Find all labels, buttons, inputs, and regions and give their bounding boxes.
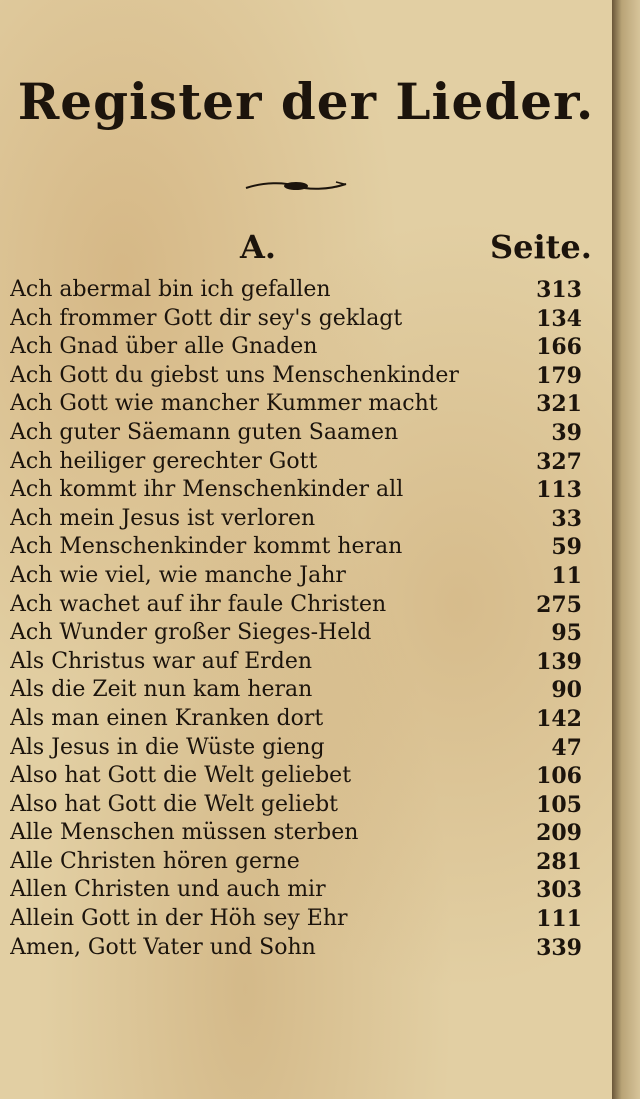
index-entry <box>10 676 582 705</box>
index-entry <box>10 333 582 362</box>
entry-title: Ach Wunder großer Sieges-Held <box>10 620 372 646</box>
entry-title: Ach heiliger gerechter Gott <box>10 448 318 474</box>
entry-page: 339 <box>536 934 582 961</box>
entry-page: 209 <box>536 820 582 847</box>
entry-page: 105 <box>536 791 582 818</box>
page-column-header: Seite. <box>490 228 592 266</box>
book-gutter <box>612 0 640 1099</box>
entry-title: Ach mein Jesus ist verloren <box>10 505 316 531</box>
entry-page: 59 <box>551 534 582 561</box>
index-entry <box>10 819 582 848</box>
entry-page: 303 <box>536 877 582 904</box>
entry-title: Als die Zeit nun kam heran <box>10 677 313 703</box>
index-entry <box>10 791 582 820</box>
index-entry <box>10 619 582 648</box>
entry-title: Ach Gnad über alle Gnaden <box>10 334 318 360</box>
entry-title: Alle Menschen müssen sterben <box>10 820 359 846</box>
index-entry <box>10 848 582 877</box>
entry-title: Ach Menschenkinder kommt heran <box>10 534 403 560</box>
entry-page: 90 <box>551 677 582 704</box>
index-entry <box>10 390 582 419</box>
entry-title: Als Jesus in die Wüste gieng <box>10 734 325 760</box>
entry-page: 281 <box>536 848 582 875</box>
index-entry <box>10 533 582 562</box>
entry-title: Ach Gott du giebst uns Menschenkinder <box>10 362 459 388</box>
entry-page: 166 <box>536 334 582 361</box>
entry-title: Also hat Gott die Welt geliebt <box>10 791 339 817</box>
entry-title: Allen Christen und auch mir <box>10 877 326 903</box>
entry-page: 47 <box>551 734 582 761</box>
entry-page: 106 <box>536 763 582 790</box>
entry-title: Allein Gott in der Höh sey Ehr <box>10 906 348 932</box>
entry-title: Ach wie viel, wie manche Jahr <box>10 562 346 588</box>
entry-title: Also hat Gott die Welt geliebet <box>10 763 352 789</box>
index-entry <box>10 762 582 791</box>
entry-page: 142 <box>536 705 582 732</box>
entry-title: Ach kommt ihr Menschenkinder all <box>10 477 404 503</box>
entry-title: Ach guter Säemann guten Saamen <box>10 419 399 445</box>
entry-page: 39 <box>551 419 582 446</box>
index-entry <box>10 705 582 734</box>
index-entry <box>10 276 582 305</box>
index-entry <box>10 305 582 334</box>
entry-page: 11 <box>551 562 582 589</box>
entry-page: 321 <box>536 391 582 418</box>
entry-page: 327 <box>536 448 582 475</box>
index-entry <box>10 734 582 763</box>
entry-page: 111 <box>536 906 582 933</box>
index-entry <box>10 876 582 905</box>
index-entry <box>10 591 582 620</box>
index-entry <box>10 648 582 677</box>
index-entry <box>10 419 582 448</box>
index-entry <box>10 505 582 534</box>
entry-page: 113 <box>536 477 582 504</box>
entry-page: 179 <box>536 362 582 389</box>
entry-page: 95 <box>551 620 582 647</box>
entry-title: Amen, Gott Vater und Sohn <box>10 934 316 960</box>
entry-page: 313 <box>536 277 582 303</box>
index-entry <box>10 476 582 505</box>
entry-title: Als Christus war auf Erden <box>10 648 313 674</box>
entry-page: 134 <box>536 305 582 332</box>
entry-title: Ach Gott wie mancher Kummer macht <box>10 391 438 417</box>
hymn-index-list <box>10 276 582 962</box>
entry-title: Ach abermal bin ich gefallen <box>10 277 331 302</box>
entry-title: Als man einen Kranken dort <box>10 705 324 731</box>
entry-title: Ach wachet auf ihr faule Christen <box>10 591 387 617</box>
entry-page: 33 <box>551 505 582 532</box>
index-entry <box>10 934 582 963</box>
ornament-divider <box>244 176 348 194</box>
entry-title: Alle Christen hören gerne <box>10 848 300 874</box>
index-entry <box>10 448 582 477</box>
entry-page: 139 <box>536 648 582 675</box>
section-letter: A. <box>240 228 276 266</box>
index-entry <box>10 905 582 934</box>
index-entry <box>10 362 582 391</box>
page-title: Register der Lieder. <box>17 72 595 131</box>
entry-page: 275 <box>536 591 582 618</box>
entry-title: Ach frommer Gott dir sey's geklagt <box>10 305 403 331</box>
index-entry <box>10 562 582 591</box>
